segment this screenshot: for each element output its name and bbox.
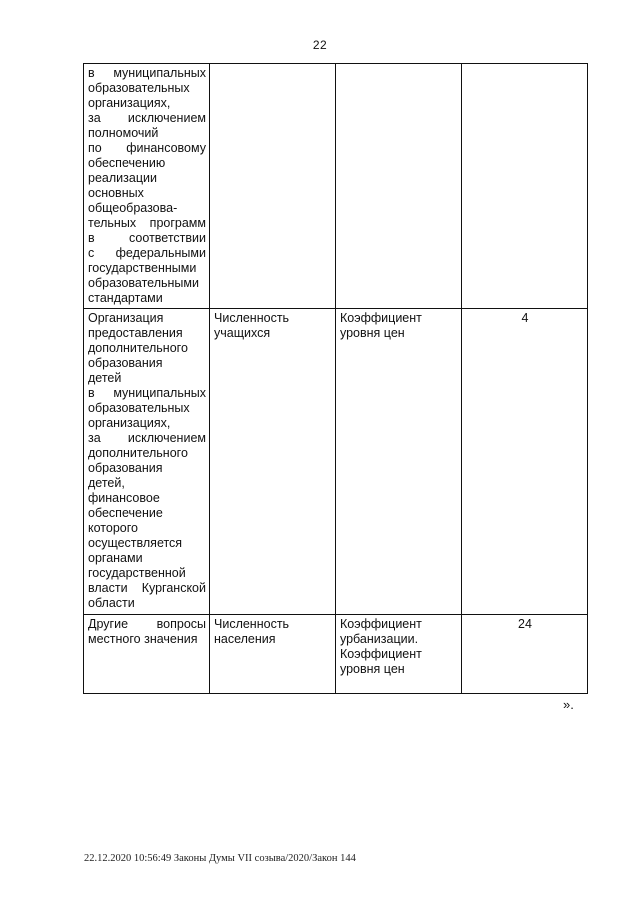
cell-line (88, 231, 206, 246)
footer-stamp: 22.12.2020 10:56:49 Законы Думы VII созыва/2020/Закон 144 (84, 853, 356, 864)
cell-text: органами (88, 551, 143, 565)
cell-text: исключением (127, 111, 206, 125)
cell-text: обеспечению (88, 156, 166, 170)
cell-line (88, 276, 206, 291)
cell-line (214, 311, 332, 326)
cell-line (340, 617, 458, 632)
cell-line (88, 66, 206, 81)
cell-line (88, 416, 206, 431)
cell-text: Другие (88, 617, 129, 631)
cell-text: в (88, 66, 95, 80)
cell-text: образования (88, 461, 163, 475)
cell-text: стандартами (88, 291, 163, 305)
indicator-cell (210, 64, 336, 309)
cell-text: полномочий (88, 126, 159, 140)
cell-text: по (88, 141, 102, 155)
cell-text: финансовое (88, 491, 160, 505)
cell-line (88, 311, 206, 326)
cell-text: организациях, (88, 416, 171, 430)
cell-line (88, 81, 206, 96)
value-cell (462, 64, 588, 309)
cell-line (340, 311, 458, 326)
cell-line (88, 356, 206, 371)
cell-line (88, 111, 206, 126)
cell-line (88, 341, 206, 356)
service-cell (84, 64, 210, 309)
cell-text: образовательных (88, 401, 190, 415)
indicator-cell (210, 615, 336, 694)
cell-text: Численность (214, 311, 290, 325)
coefficient-cell (336, 64, 462, 309)
cell-text: муниципальных (113, 66, 206, 80)
cell-line (340, 326, 458, 341)
cell-text: государственными (88, 261, 197, 275)
value-cell: 4 (462, 309, 588, 615)
cell-line (340, 632, 458, 647)
value-cell: 24 (462, 615, 588, 694)
closing-quote-mark: ». (563, 697, 574, 712)
cell-text: обеспечение (88, 506, 163, 520)
cell-text: соответствии (129, 231, 206, 245)
cell-text: детей, (88, 476, 125, 490)
cell-line (88, 521, 206, 536)
cell-text: Численность (214, 617, 290, 631)
cell-line (88, 566, 206, 581)
cell-line (88, 431, 206, 446)
cell-text: Коэффициент (340, 617, 422, 631)
cell-text: образования (88, 356, 163, 370)
cell-text: дополнительного (88, 341, 188, 355)
cell-text: вопросы (156, 617, 206, 631)
table-row (84, 309, 588, 615)
cell-text: дополнительного (88, 446, 188, 460)
allocation-table (83, 63, 588, 694)
cell-line (88, 291, 206, 306)
cell-text: организациях, (88, 96, 171, 110)
cell-text: программ (149, 216, 206, 230)
cell-text: Курганской (141, 581, 206, 595)
service-cell (84, 615, 210, 694)
cell-line (88, 446, 206, 461)
cell-text: уровня цен (340, 326, 405, 340)
cell-text: уровня цен (340, 662, 405, 676)
cell-line (88, 171, 206, 186)
cell-line (88, 596, 206, 611)
cell-text: местного значения (88, 632, 198, 646)
cell-text: государственной (88, 566, 186, 580)
cell-line (88, 617, 206, 632)
service-cell (84, 309, 210, 615)
cell-text: образовательных (88, 81, 190, 95)
cell-line (88, 216, 206, 231)
cell-line (88, 261, 206, 276)
cell-line (88, 632, 206, 647)
table-row (84, 615, 588, 694)
cell-line (214, 326, 332, 341)
cell-text: в (88, 386, 95, 400)
cell-line (340, 662, 458, 677)
cell-line (214, 632, 332, 647)
cell-text: муниципальных (113, 386, 206, 400)
cell-text: области (88, 596, 135, 610)
page-number: 22 (312, 38, 328, 52)
cell-line (88, 141, 206, 156)
cell-line (88, 491, 206, 506)
coefficient-cell (336, 309, 462, 615)
cell-text: образовательными (88, 276, 199, 290)
cell-text: общеобразова- (88, 201, 178, 215)
cell-text: тельных (88, 216, 137, 230)
cell-line (88, 401, 206, 416)
cell-line (88, 536, 206, 551)
cell-text: населения (214, 632, 276, 646)
cell-text: реализации (88, 171, 157, 185)
cell-text: с (88, 246, 95, 260)
cell-line (88, 246, 206, 261)
cell-text: детей (88, 371, 122, 385)
cell-line (88, 186, 206, 201)
cell-line (88, 201, 206, 216)
cell-text: Коэффициент (340, 311, 422, 325)
coefficient-cell (336, 615, 462, 694)
cell-text: исключением (127, 431, 206, 445)
cell-line (340, 647, 458, 662)
cell-line (88, 461, 206, 476)
cell-line (88, 581, 206, 596)
cell-line (88, 371, 206, 386)
cell-text: в (88, 231, 95, 245)
cell-text: которого (88, 521, 138, 535)
indicator-cell (210, 309, 336, 615)
cell-text: урбанизации. (340, 632, 419, 646)
cell-text: власти (88, 581, 128, 595)
cell-text: учащихся (214, 326, 271, 340)
cell-line (88, 126, 206, 141)
cell-text: Коэффициент (340, 647, 422, 661)
cell-text: Организация (88, 311, 164, 325)
cell-text: основных (88, 186, 144, 200)
cell-text: предоставления (88, 326, 183, 340)
cell-line (88, 476, 206, 491)
cell-line (88, 506, 206, 521)
cell-text: федеральными (115, 246, 206, 260)
cell-line (88, 96, 206, 111)
cell-line (88, 551, 206, 566)
cell-text: финансовому (126, 141, 206, 155)
cell-text: осуществляется (88, 536, 183, 550)
cell-line (214, 617, 332, 632)
cell-text: за (88, 431, 101, 445)
table-row (84, 64, 588, 309)
cell-line (88, 386, 206, 401)
cell-line (88, 156, 206, 171)
cell-line (88, 326, 206, 341)
cell-text: за (88, 111, 101, 125)
